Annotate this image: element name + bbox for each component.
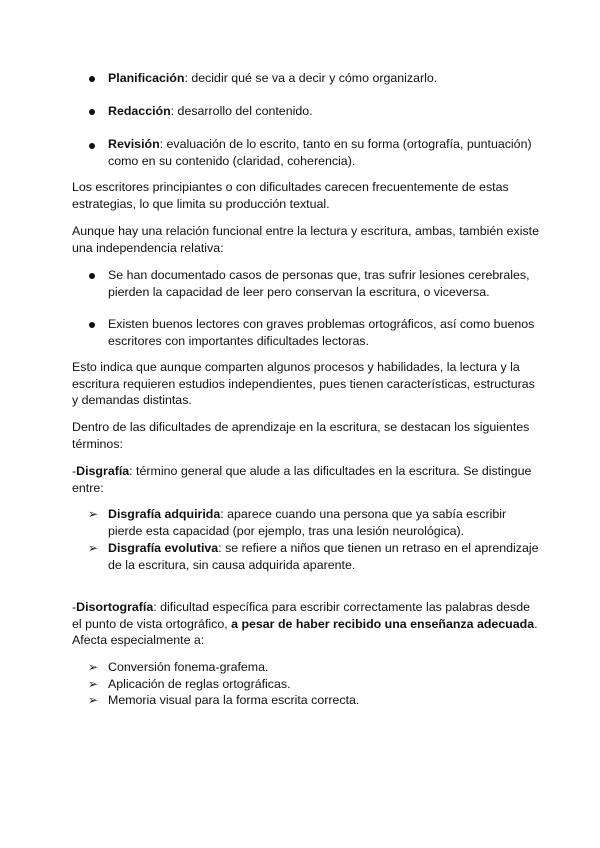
bullet-dot: [89, 76, 95, 82]
arrow-bullet-icon: ➢: [88, 660, 99, 674]
term-redaccion: Redacción: [108, 104, 171, 118]
definition-disortografia: : dificultad específica para escribir correctamente las palabras desde el punto de vista ortográfico,: [72, 600, 530, 631]
bullet-dot: [89, 109, 95, 115]
dash-prefix: -: [72, 464, 77, 478]
definition-redaccion: : desarrollo del contenido.: [170, 104, 313, 118]
definition-tail: . Afecta especialmente a:: [72, 616, 538, 647]
term-revision: Revisión: [108, 137, 160, 151]
list-item-disgrafia-adquirida: [108, 506, 540, 539]
section-disortografia: [72, 599, 542, 649]
paragraph-indicates: Esto indica que aunque comparten algunos procesos y habilidades, la lectura y la escritura requieren estudios independientes, pues tienen características, estructuras y demandas distintas.: [72, 360, 535, 407]
definition-disgrafia: : término general que alude a las dificultades en la escritura. Se distingue entre:: [72, 464, 532, 495]
list-item-lectores: Existen buenos lectores con graves problemas ortográficos, así como buenos escritores con importantes dificultades lectoras.: [108, 317, 535, 348]
definition-disgrafia-evolutiva: : se refiere a niños que tienen un retraso en el aprendizaje de la escritura, sin causa adquirida aparente.: [108, 541, 539, 572]
term-disgrafia: Disgrafía: [76, 464, 130, 478]
bullet-dot: [89, 273, 95, 279]
bullet-dot: [89, 322, 95, 328]
list-item-revision: [108, 136, 540, 169]
paragraph-relation: Aunque hay una relación funcional entre la lectura y escritura, ambas, también existe una independencia relativa:: [72, 224, 539, 255]
term-planificacion: Planificación: [108, 71, 185, 85]
arrow-bullet-icon: ➢: [88, 693, 99, 707]
list-item-reglas: Aplicación de reglas ortográficas.: [108, 677, 291, 691]
arrow-bullet-icon: ➢: [88, 677, 99, 691]
list-item-memoria: Memoria visual para la forma escrita correcta.: [108, 693, 360, 707]
definition-revision: : evaluación de lo escrito, tanto en su forma (ortografía, puntuación) como en su contenido (claridad, coherencia).: [108, 137, 532, 168]
term-disortografia: Disortografía: [76, 600, 154, 614]
section-disgrafia: [72, 463, 542, 496]
definition-disgrafia-adquirida: : aparece cuando una persona que ya sabía escribir pierde esta capacidad (por ejemplo, tras una lesión neurológica).: [108, 507, 507, 538]
list-item-redaccion: [108, 103, 540, 120]
definition-planificacion: : decidir qué se va a decir y cómo organizarlo.: [184, 71, 438, 85]
emphasis-ensenanza: a pesar de haber recibido una enseñanza adecuada: [231, 616, 535, 631]
list-item-disgrafia-evolutiva: [108, 540, 540, 573]
paragraph-strategies: Los escritores principiantes o con dificultades carecen frecuentemente de estas estrategias, lo que limita su producción textual.: [72, 180, 509, 211]
paragraph-terms: Dentro de las dificultades de aprendizaje en la escritura, se destacan los siguientes términos:: [72, 420, 530, 451]
dash-prefix: -: [72, 600, 77, 614]
list-item-lesiones: Se han documentado casos de personas que, tras sufrir lesiones cerebrales, pierden la capacidad de leer pero conservan la escritura, o viceversa.: [108, 268, 530, 299]
term-disgrafia-evolutiva: Disgrafía evolutiva: [108, 541, 219, 555]
arrow-bullet-icon: ➢: [88, 541, 99, 555]
list-item-planificacion: [108, 70, 540, 87]
term-disgrafia-adquirida: Disgrafía adquirida: [108, 507, 221, 521]
bullet-dot: [89, 143, 95, 149]
arrow-bullet-icon: ➢: [88, 507, 99, 521]
list-item-conversion: Conversión fonema-grafema.: [108, 660, 269, 674]
